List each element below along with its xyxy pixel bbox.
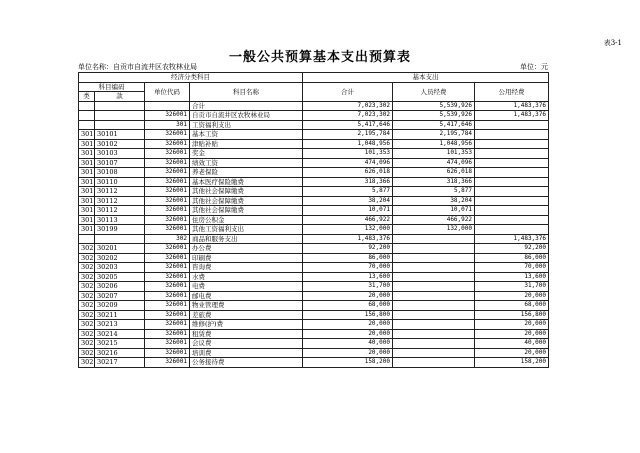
cell-unit-code: 326001 [145, 310, 190, 320]
table-row [79, 206, 549, 216]
table-row [79, 320, 549, 330]
cell-kuan: 30112 [95, 187, 145, 197]
cell-public [475, 196, 549, 206]
cell-personnel [393, 244, 475, 254]
cell-personnel [393, 234, 475, 244]
cell-lei: 302 [79, 301, 95, 311]
cell-lei: 302 [79, 339, 95, 349]
cell-subject-name: 培训费 [190, 348, 303, 358]
cell-lei: 301 [79, 149, 95, 159]
cell-total: 20,000 [303, 329, 393, 339]
header-subject-name: 科目名称 [190, 82, 303, 101]
cell-public: 13,600 [475, 272, 549, 282]
cell-unit-code: 326001 [145, 253, 190, 263]
cell-lei: 302 [79, 291, 95, 301]
cell-subject-name: 其他社会保障缴费 [190, 196, 303, 206]
table-row [79, 310, 549, 320]
cell-public: 20,000 [475, 348, 549, 358]
cell-total: 68,000 [303, 301, 393, 311]
page-title: 一般公共预算基本支出预算表 [228, 50, 411, 65]
cell-personnel: 5,539,926 [393, 111, 475, 121]
cell-personnel: 318,366 [393, 177, 475, 187]
table-row [79, 225, 549, 235]
cell-kuan: 30201 [95, 244, 145, 254]
cell-total: 38,204 [303, 196, 393, 206]
cell-unit-code: 326001 [145, 263, 190, 273]
cell-public [475, 158, 549, 168]
cell-subject-name: 商品和服务支出 [190, 234, 303, 244]
cell-total: 20,000 [303, 348, 393, 358]
cell-unit-code: 326001 [145, 149, 190, 159]
table-row [79, 291, 549, 301]
cell-total: 86,000 [303, 253, 393, 263]
cell-personnel [393, 329, 475, 339]
cell-personnel: 474,096 [393, 158, 475, 168]
header-total: 合计 [303, 82, 393, 101]
cell-kuan: 30102 [95, 139, 145, 149]
cell-lei: 301 [79, 130, 95, 140]
cell-lei: 301 [79, 225, 95, 235]
cell-public: 31,700 [475, 282, 549, 292]
cell-total: 1,048,956 [303, 139, 393, 149]
unit-info-row [78, 62, 548, 72]
table-row [79, 149, 549, 159]
cell-public: 20,000 [475, 329, 549, 339]
cell-unit-code: 326001 [145, 358, 190, 368]
table-row [79, 339, 549, 349]
cell-kuan: 30101 [95, 130, 145, 140]
cell-unit-code: 326001 [145, 168, 190, 178]
cell-kuan: 30199 [95, 225, 145, 235]
cell-unit-code: 326001 [145, 339, 190, 349]
cell-lei: 302 [79, 253, 95, 263]
header-kuan: 款 [95, 92, 145, 102]
cell-subject-name: 差旅费 [190, 310, 303, 320]
header-lei: 类 [79, 92, 95, 102]
cell-unit-code: 326001 [145, 187, 190, 197]
cell-personnel: 132,000 [393, 225, 475, 235]
cell-lei: 301 [79, 206, 95, 216]
cell-subject-name: 物业管理费 [190, 301, 303, 311]
cell-lei: 301 [79, 187, 95, 197]
table-row [79, 234, 549, 244]
cell-personnel [393, 263, 475, 273]
cell-subject-name: 奖金 [190, 149, 303, 159]
cell-kuan: 30213 [95, 320, 145, 330]
cell-unit-code: 326001 [145, 111, 190, 121]
header-econ-class: 经济分类科目 [79, 73, 303, 83]
cell-subject-name: 基本医疗保险缴费 [190, 177, 303, 187]
cell-total: 2,195,784 [303, 130, 393, 140]
table-row [79, 358, 549, 368]
header-basic-expense: 基本支出 [303, 73, 549, 83]
cell-unit-code: 326001 [145, 196, 190, 206]
form-number: 表3-1 [603, 39, 622, 47]
cell-subject-name: 租赁费 [190, 329, 303, 339]
cell-personnel: 101,353 [393, 149, 475, 159]
cell-kuan: 30110 [95, 177, 145, 187]
cell-kuan: 30112 [95, 196, 145, 206]
cell-personnel [393, 339, 475, 349]
cell-kuan: 30112 [95, 206, 145, 216]
table-row [79, 187, 549, 197]
cell-public [475, 130, 549, 140]
cell-public: 40,000 [475, 339, 549, 349]
table-row [79, 215, 549, 225]
cell-total: 20,000 [303, 291, 393, 301]
cell-lei: 302 [79, 263, 95, 273]
table-row [79, 177, 549, 187]
cell-lei: 302 [79, 282, 95, 292]
cell-total: 5,877 [303, 187, 393, 197]
cell-lei [79, 101, 95, 111]
cell-total: 10,071 [303, 206, 393, 216]
cell-public [475, 177, 549, 187]
cell-public: 20,000 [475, 291, 549, 301]
cell-lei: 301 [79, 196, 95, 206]
cell-lei: 301 [79, 215, 95, 225]
table-row [79, 139, 549, 149]
cell-unit-code: 326001 [145, 348, 190, 358]
cell-kuan: 30202 [95, 253, 145, 263]
cell-total: 13,600 [303, 272, 393, 282]
cell-subject-name: 自贡市自流井区农牧林业局 [190, 111, 303, 121]
cell-personnel [393, 282, 475, 292]
cell-public: 86,000 [475, 253, 549, 263]
cell-total: 92,200 [303, 244, 393, 254]
cell-lei: 301 [79, 158, 95, 168]
table-row [79, 329, 549, 339]
cell-lei: 302 [79, 348, 95, 358]
cell-kuan: 30211 [95, 310, 145, 320]
table-row [79, 253, 549, 263]
cell-total: 156,800 [303, 310, 393, 320]
cell-subject-name: 电费 [190, 282, 303, 292]
cell-personnel [393, 291, 475, 301]
cell-kuan [95, 120, 145, 130]
cell-public [475, 187, 549, 197]
cell-kuan: 30216 [95, 348, 145, 358]
cell-total: 101,353 [303, 149, 393, 159]
cell-public [475, 139, 549, 149]
cell-personnel: 5,877 [393, 187, 475, 197]
cell-personnel [393, 310, 475, 320]
cell-unit-code: 326001 [145, 301, 190, 311]
cell-unit-code: 326001 [145, 215, 190, 225]
cell-personnel [393, 253, 475, 263]
cell-kuan: 30214 [95, 329, 145, 339]
budget-table [78, 72, 549, 368]
cell-public [475, 215, 549, 225]
cell-unit-code: 326001 [145, 158, 190, 168]
table-row [79, 282, 549, 292]
cell-subject-name: 绩效工资 [190, 158, 303, 168]
cell-subject-name: 工资福利支出 [190, 120, 303, 130]
cell-kuan: 30215 [95, 339, 145, 349]
table-row [79, 101, 549, 111]
cell-total: 466,922 [303, 215, 393, 225]
cell-subject-name: 水费 [190, 272, 303, 282]
cell-personnel: 38,204 [393, 196, 475, 206]
cell-subject-name: 维修(护)费 [190, 320, 303, 330]
cell-subject-name: 会议费 [190, 339, 303, 349]
cell-personnel: 5,539,926 [393, 101, 475, 111]
cell-kuan: 30108 [95, 168, 145, 178]
cell-public: 1,483,376 [475, 101, 549, 111]
cell-kuan: 30206 [95, 282, 145, 292]
cell-personnel [393, 320, 475, 330]
cell-unit-code: 302 [145, 234, 190, 244]
header-unit-code: 单位代码 [145, 82, 190, 101]
cell-unit-code: 326001 [145, 206, 190, 216]
cell-subject-name: 办公费 [190, 244, 303, 254]
cell-lei: 302 [79, 320, 95, 330]
cell-kuan: 30207 [95, 291, 145, 301]
cell-subject-name: 公务接待费 [190, 358, 303, 368]
cell-kuan: 30107 [95, 158, 145, 168]
cell-unit-code: 326001 [145, 177, 190, 187]
cell-personnel: 466,922 [393, 215, 475, 225]
cell-public [475, 149, 549, 159]
table-row [79, 130, 549, 140]
cell-public [475, 225, 549, 235]
cell-total: 40,000 [303, 339, 393, 349]
cell-unit-code: 326001 [145, 139, 190, 149]
cell-unit-code [145, 101, 190, 111]
cell-total: 5,417,646 [303, 120, 393, 130]
cell-total: 318,366 [303, 177, 393, 187]
cell-kuan [95, 234, 145, 244]
cell-lei: 302 [79, 310, 95, 320]
cell-total: 20,000 [303, 320, 393, 330]
cell-lei [79, 120, 95, 130]
cell-lei: 302 [79, 358, 95, 368]
table-row [79, 120, 549, 130]
header-public: 公用经费 [475, 82, 549, 101]
cell-total: 7,023,302 [303, 101, 393, 111]
cell-kuan [95, 101, 145, 111]
cell-total: 7,023,302 [303, 111, 393, 121]
table-row [79, 196, 549, 206]
cell-subject-name: 津贴补贴 [190, 139, 303, 149]
cell-total: 474,096 [303, 158, 393, 168]
table-row [79, 272, 549, 282]
cell-subject-name: 咨询费 [190, 263, 303, 273]
cell-total: 132,000 [303, 225, 393, 235]
cell-unit-code: 326001 [145, 282, 190, 292]
cell-lei: 301 [79, 139, 95, 149]
cell-public: 20,000 [475, 320, 549, 330]
cell-subject-name: 养老保险 [190, 168, 303, 178]
cell-kuan [95, 111, 145, 121]
cell-unit-code: 326001 [145, 244, 190, 254]
cell-public: 1,483,376 [475, 111, 549, 121]
table-body [79, 101, 549, 367]
table-row [79, 263, 549, 273]
cell-unit-code: 326001 [145, 291, 190, 301]
cell-kuan: 30205 [95, 272, 145, 282]
cell-personnel: 5,417,646 [393, 120, 475, 130]
cell-subject-name: 其他社会保障缴费 [190, 206, 303, 216]
cell-personnel: 2,195,784 [393, 130, 475, 140]
cell-lei [79, 111, 95, 121]
cell-subject-name: 住房公积金 [190, 215, 303, 225]
cell-total: 31,700 [303, 282, 393, 292]
cell-lei: 301 [79, 168, 95, 178]
cell-subject-name: 基本工资 [190, 130, 303, 140]
cell-public: 70,000 [475, 263, 549, 273]
header-subject-code: 科目编码 [79, 82, 145, 92]
cell-public: 92,200 [475, 244, 549, 254]
cell-total: 70,000 [303, 263, 393, 273]
cell-lei: 301 [79, 177, 95, 187]
cell-lei [79, 234, 95, 244]
cell-personnel [393, 348, 475, 358]
cell-subject-name: 邮电费 [190, 291, 303, 301]
cell-kuan: 30103 [95, 149, 145, 159]
cell-public: 156,800 [475, 310, 549, 320]
header-personnel: 人员经费 [393, 82, 475, 101]
cell-unit-code: 326001 [145, 329, 190, 339]
table-row [79, 348, 549, 358]
unit-name: 单位名称：自贡市自流井区农牧林业局 [78, 63, 197, 71]
cell-unit-code: 301 [145, 120, 190, 130]
cell-total: 626,018 [303, 168, 393, 178]
cell-public: 158,200 [475, 358, 549, 368]
cell-public: 68,000 [475, 301, 549, 311]
table-row [79, 158, 549, 168]
cell-subject-name: 合计 [190, 101, 303, 111]
cell-personnel: 1,048,956 [393, 139, 475, 149]
cell-personnel [393, 301, 475, 311]
cell-lei: 302 [79, 329, 95, 339]
cell-total: 158,200 [303, 358, 393, 368]
cell-unit-code: 326001 [145, 272, 190, 282]
cell-total: 1,483,376 [303, 234, 393, 244]
cell-kuan: 30209 [95, 301, 145, 311]
currency-unit: 单位：元 [520, 63, 548, 71]
cell-personnel: 10,071 [393, 206, 475, 216]
cell-public [475, 168, 549, 178]
cell-kuan: 30203 [95, 263, 145, 273]
cell-public [475, 206, 549, 216]
cell-subject-name: 其他工资福利支出 [190, 225, 303, 235]
table-row [79, 168, 549, 178]
cell-subject-name: 印刷费 [190, 253, 303, 263]
table-row [79, 301, 549, 311]
cell-personnel [393, 272, 475, 282]
table-row [79, 111, 549, 121]
cell-lei: 302 [79, 272, 95, 282]
cell-personnel [393, 358, 475, 368]
cell-unit-code: 326001 [145, 225, 190, 235]
cell-kuan: 30113 [95, 215, 145, 225]
table-row [79, 244, 549, 254]
cell-public [475, 120, 549, 130]
cell-kuan: 30217 [95, 358, 145, 368]
cell-lei: 302 [79, 244, 95, 254]
cell-public: 1,483,376 [475, 234, 549, 244]
cell-subject-name: 其他社会保障缴费 [190, 187, 303, 197]
cell-personnel: 626,018 [393, 168, 475, 178]
cell-unit-code: 326001 [145, 130, 190, 140]
cell-unit-code: 326001 [145, 320, 190, 330]
